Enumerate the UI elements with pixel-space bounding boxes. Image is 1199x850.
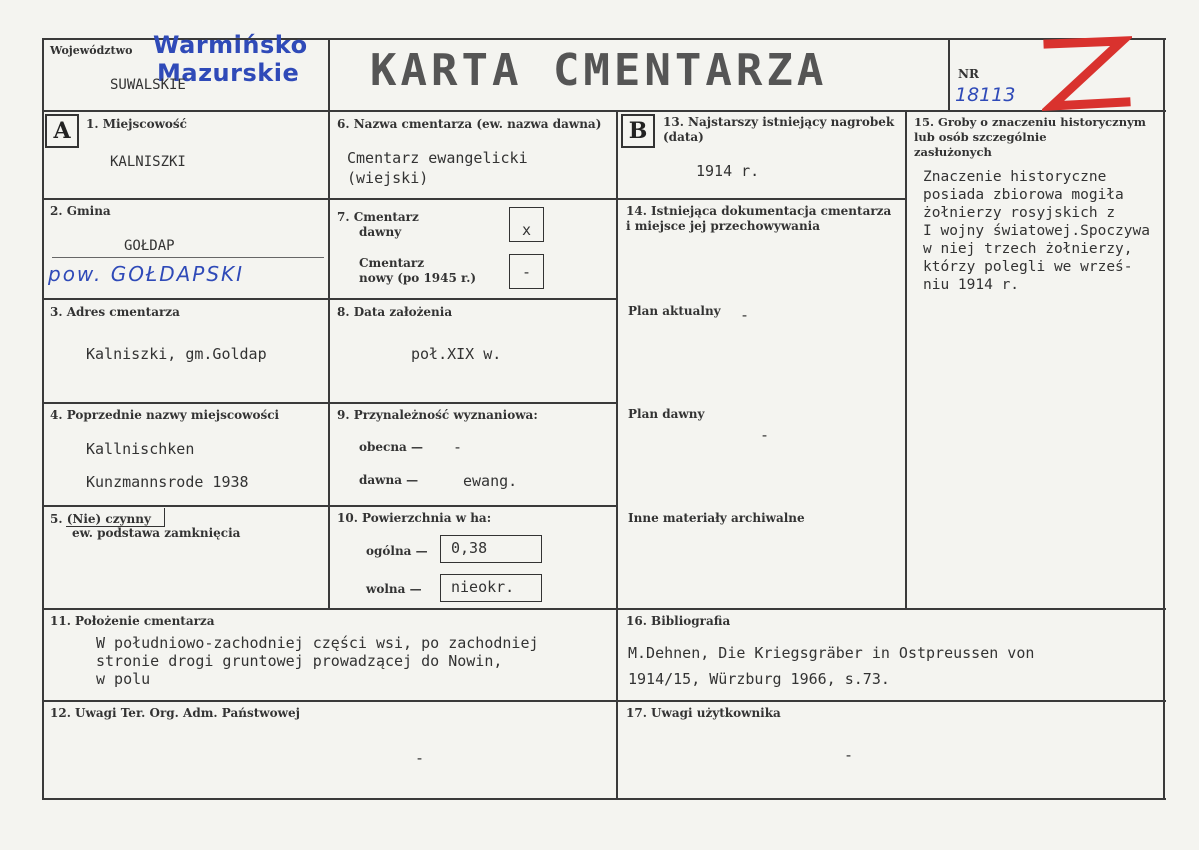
frame-bottom — [42, 798, 1166, 800]
row-divider-2 — [42, 298, 618, 300]
row-divider-last — [42, 700, 1166, 702]
field-4-label: 4. Poprzednie nazwy miejscowości — [50, 408, 280, 422]
card-title: KARTA CMENTARZA — [370, 45, 828, 96]
field-5-underline-box — [66, 508, 165, 527]
field-17-label: 17. Uwagi użytkownika — [626, 706, 781, 720]
field-9-obecna-label: obecna — — [359, 440, 424, 454]
category-mark — [1042, 36, 1132, 112]
field-9-label: 9. Przynależność wyznaniowa: — [337, 408, 538, 422]
field-16-value: M.Dehnen, Die Kriegsgräber in Ostpreussen von 1914/15, Würzburg 1966, s.73. — [628, 644, 1035, 688]
field-13-value: 1914 r. — [696, 162, 760, 180]
region-stamp-line2: Mazurskie — [157, 59, 300, 87]
field-7-nowy-sublabel: nowy (po 1945 r.) — [359, 271, 477, 285]
field-2-label: 2. Gmina — [50, 204, 111, 218]
field-4-value-1: Kallnischken — [86, 440, 195, 458]
plan-aktualny-label: Plan aktualny — [628, 304, 721, 318]
field-13-label: 13. Najstarszy istniejący nagrobek (data) — [663, 115, 895, 144]
wojewodztwo-value: SUWALSKIE — [110, 77, 186, 93]
col-divider-1 — [328, 110, 330, 608]
field-14-label: 14. Istniejąca dokumentacja cmentarza i miejsce jej przechowywania — [626, 204, 892, 233]
field-11-label: 11. Położenie cmentarza — [50, 614, 215, 628]
field-5-label: 5. (Nie) czynny — [50, 512, 151, 526]
col-divider-2 — [616, 110, 618, 800]
col-divider-3 — [905, 110, 907, 608]
header-col-1 — [328, 38, 330, 110]
field-7-nowy-label: Cmentarz — [359, 256, 425, 270]
field-4-value-2: Kunzmannsrode 1938 — [86, 473, 249, 491]
field-7-dawny-label: dawny — [359, 225, 402, 239]
nr-value: 18113 — [955, 84, 1016, 106]
field-1-value: KALNISZKI — [110, 154, 186, 170]
field-9-obecna-value: - — [453, 438, 463, 456]
field-10-wolna-label: wolna — — [366, 582, 422, 596]
row-divider-4 — [42, 505, 618, 507]
field-1-label: 1. Miejscowość — [86, 117, 187, 131]
field-6-value: Cmentarz ewangelicki (wiejski) — [347, 149, 528, 187]
field-8-value: poł.XIX w. — [411, 345, 502, 363]
field-17-value: - — [844, 746, 854, 764]
field-15-value: Znaczenie historyczne posiada zbiorowa mogiła żołnierzy rosyjskich z I wojny światowej.Spoczywa w niej trzech żołnierzy, którzy polegli we wrześ- niu 1914 r. — [923, 169, 1150, 293]
section-b-marker: B — [621, 114, 655, 148]
field-12-label: 12. Uwagi Ter. Org. Adm. Państwowej — [50, 706, 300, 720]
field-10-ogolna-label: ogólna — — [366, 544, 428, 558]
row-divider-bottom — [42, 608, 1166, 610]
field-15-label: 15. Groby o znaczeniu historycznym lub osób szczególnie zasłużonych — [914, 115, 1146, 159]
header-col-2 — [948, 38, 950, 110]
frame-left — [42, 38, 44, 800]
plan-dawny-label: Plan dawny — [628, 407, 705, 421]
nr-label: NR — [958, 67, 979, 81]
inne-materialy-label: Inne materiały archiwalne — [628, 511, 805, 525]
category-mark-z-shape — [1042, 36, 1132, 112]
section-a-marker: A — [45, 114, 79, 148]
field-7-dawny-mark: x — [522, 221, 532, 239]
field-3-value: Kalniszki, gm.Goldap — [86, 345, 267, 363]
field-10-wolna-value: nieokr. — [440, 574, 542, 602]
field-2-value: GOŁDAP — [124, 238, 175, 254]
field-9-dawna-label: dawna — — [359, 473, 419, 487]
plan-aktualny-value: - — [740, 306, 750, 324]
field-6-label: 6. Nazwa cmentarza (ew. nazwa dawna) — [337, 117, 602, 131]
field-2-underline — [52, 257, 324, 258]
field-12-value: - — [415, 749, 425, 767]
field-7-nowy-mark: - — [522, 263, 532, 281]
field-10-label: 10. Powierzchnia w ha: — [337, 511, 492, 525]
wojewodztwo-label: Województwo — [50, 44, 133, 57]
row-divider-3 — [42, 402, 618, 404]
region-stamp-line1: Warmińsko — [153, 31, 308, 59]
field-11-value: W południowo-zachodniej części wsi, po zachodniej stronie drogi gruntowej prowadzącej do Nowin, w polu — [96, 634, 539, 688]
plan-dawny-value: - — [760, 426, 770, 444]
field-16-label: 16. Bibliografia — [626, 614, 731, 628]
row-divider-1 — [42, 198, 618, 200]
field-3-label: 3. Adres cmentarza — [50, 305, 180, 319]
b-divider — [618, 198, 906, 200]
header-divider — [42, 110, 1166, 112]
field-7-label: 7. Cmentarz — [337, 210, 419, 224]
field-8-label: 8. Data założenia — [337, 305, 453, 319]
field-2-handwritten: pow. GOŁDAPSKI — [48, 262, 245, 286]
field-10-ogolna-value: 0,38 — [440, 535, 542, 563]
field-5-sublabel: ew. podstawa zamknięcia — [72, 526, 241, 540]
field-9-dawna-value: ewang. — [463, 472, 518, 490]
